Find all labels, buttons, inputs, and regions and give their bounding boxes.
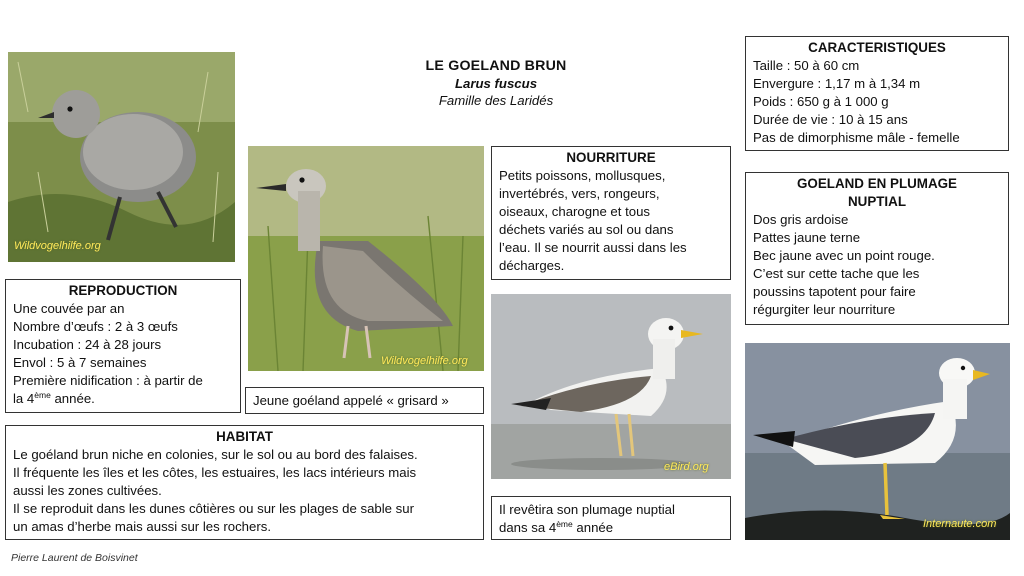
- juvenile-photo: [248, 146, 484, 371]
- food-line: Petits poissons, mollusques,: [499, 168, 666, 183]
- adult-photo-credit: Internaute.com: [923, 518, 997, 530]
- author-credit: Pierre Laurent de Boisvinet: [11, 552, 138, 564]
- food-line: invertébrés, vers, rongeurs,: [499, 186, 660, 201]
- reproduction-line: Nombre d’œufs : 2 à 3 œufs: [13, 319, 178, 334]
- breeding-plumage-line: Pattes jaune terne: [753, 230, 861, 245]
- habitat-line: Le goéland brun niche en colonies, sur le sol ou au bord des falaises.: [13, 447, 418, 462]
- habitat-line: Il se reproduit dans les dunes côtières ou sur les plages de sable sur: [13, 501, 414, 516]
- reproduction-heading: REPRODUCTION: [68, 283, 178, 298]
- habitat-line: aussi les zones cultivées.: [13, 483, 162, 498]
- habitat-heading: HABITAT: [216, 429, 273, 444]
- characteristics-box: [745, 36, 1009, 151]
- food-line: décharges.: [499, 258, 565, 273]
- juvenile-caption-text: Jeune goéland appelé « grisard »: [253, 393, 449, 408]
- characteristics-line: Envergure : 1,17 m à 1,34 m: [753, 76, 921, 91]
- reproduction-line-last: la 4ème année.: [13, 390, 95, 406]
- habitat-line: Il fréquente les îles et les côtes, les estuaires, les lacs intérieurs mais: [13, 465, 417, 480]
- characteristics-line: Taille : 50 à 60 cm: [753, 58, 860, 73]
- breeding-plumage-line: Bec jaune avec un point rouge.: [753, 248, 935, 263]
- subadult-caption-line-1: Il revêtira son plumage nuptial: [499, 502, 675, 517]
- characteristics-line: Durée de vie : 10 à 15 ans: [753, 112, 908, 127]
- juvenile-photo-credit: Wildvogelhilfe.org: [381, 355, 468, 367]
- characteristics-line: Poids : 650 g à 1 000 g: [753, 94, 889, 109]
- habitat-line: un amas d’herbe mais aussi sur les rochers.: [13, 519, 271, 534]
- breeding-plumage-box: [745, 172, 1009, 325]
- breeding-plumage-line: poussins tapotent pour faire: [753, 284, 916, 299]
- subadult-caption-line-2: dans sa 4ème année: [499, 519, 614, 535]
- breeding-plumage-line: Dos gris ardoise: [753, 212, 849, 227]
- breeding-plumage-line: régurgiter leur nourriture: [753, 302, 896, 317]
- breeding-plumage-heading-2: NUPTIAL: [847, 194, 907, 209]
- food-line: déchets variés au sol ou dans: [499, 222, 674, 237]
- characteristics-line: Pas de dimorphisme mâle - femelle: [753, 130, 960, 145]
- adult-photo: [745, 343, 1010, 540]
- subadult-photo-credit: eBird.org: [664, 461, 709, 473]
- characteristics-heading: CARACTERISTIQUES: [808, 40, 946, 55]
- latin-name: Larus fuscus: [454, 76, 538, 91]
- title-block: [380, 58, 612, 109]
- reproduction-line: Une couvée par an: [13, 301, 125, 316]
- reproduction-line: Envol : 5 à 7 semaines: [13, 355, 147, 370]
- subadult-photo: [491, 294, 731, 479]
- juvenile-caption: [245, 387, 484, 414]
- chick-photo: [8, 52, 235, 262]
- breeding-plumage-line: C’est sur cette tache que les: [753, 266, 920, 281]
- breeding-plumage-heading-1: GOELAND EN PLUMAGE: [797, 176, 957, 191]
- page-title: LE GOELAND BRUN: [425, 58, 567, 74]
- chick-photo-credit: Wildvogelhilfe.org: [14, 240, 101, 252]
- food-box: [491, 146, 731, 280]
- reproduction-line: Incubation : 24 à 28 jours: [13, 337, 162, 352]
- food-heading: NOURRITURE: [566, 150, 656, 165]
- reproduction-line: Première nidification : à partir de: [13, 373, 203, 388]
- family-name: Famille des Laridés: [438, 93, 554, 108]
- habitat-box: [5, 425, 484, 540]
- subadult-caption: [491, 496, 731, 540]
- food-line: oiseaux, charogne et tous: [499, 204, 651, 219]
- reproduction-box: [5, 279, 241, 413]
- food-line: l’eau. Il se nourrit aussi dans les: [499, 240, 687, 255]
